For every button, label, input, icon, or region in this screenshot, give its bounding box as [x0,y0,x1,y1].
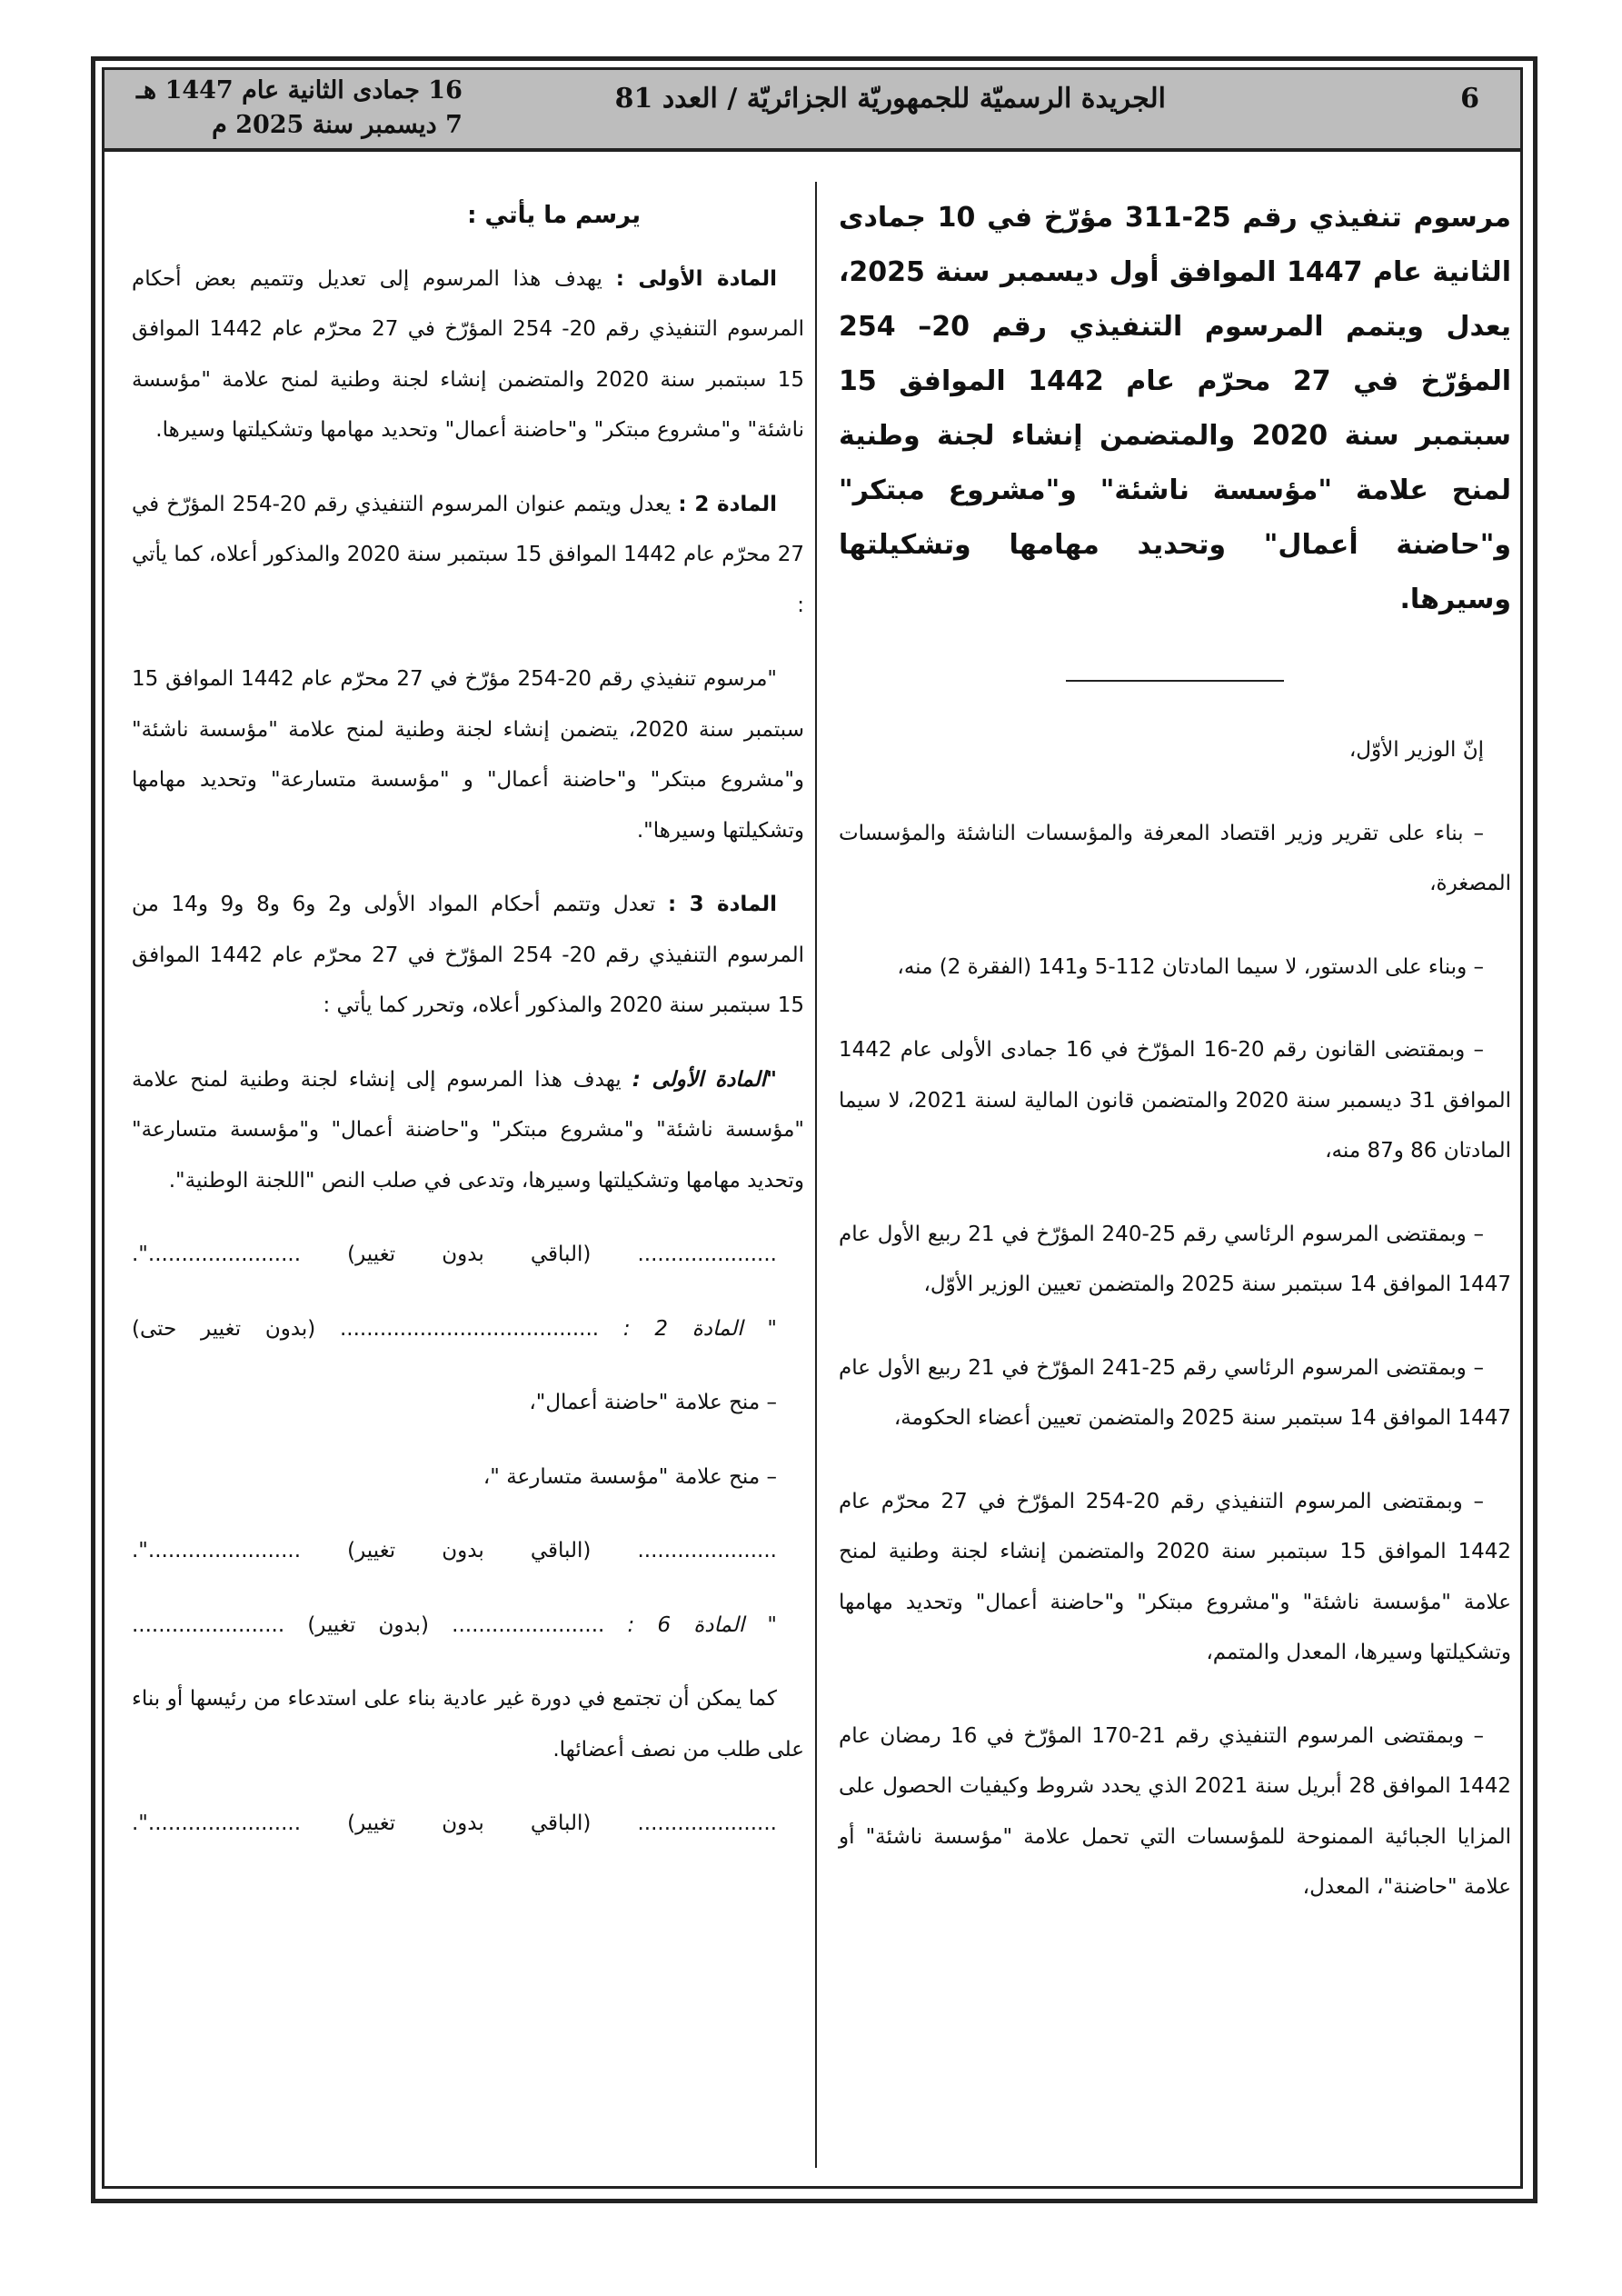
preamble-paragraph: – وبمقتضى المرسوم الرئاسي رقم 25-240 المؤرّخ في 21 ربيع الأول عام 1447 الموافق 14 سبتمبر سنة 2025 والمتضمن تعيين الوزير الأوّل، [839,1222,1511,1296]
decree-intro: إنّ الوزير الأوّل، [1348,738,1484,762]
article-1-lead: المادة الأولى : [615,266,777,291]
article-1 [132,255,804,456]
preamble-paragraph: – وبمقتضى المرسوم الرئاسي رقم 25-241 المؤرّخ في 21 ربيع الأول عام 1447 الموافق 14 سبتمبر سنة 2025 والمتضمن تعيين أعضاء الحكومة، [839,1355,1511,1430]
date-hijri: 16 جمادى الثانية عام 1447 هـ [136,76,463,105]
page-number: 6 [1460,83,1479,115]
new-article-2 [132,1304,804,1355]
title-separator [1066,680,1284,682]
preamble-paragraph: – وبمقتضى القانون رقم 20-16 المؤرّخ في 16 جمادى الأولى عام 1442 الموافق 31 ديسمبر سنة 2020 والمتضمن قانون المالية لسنة 2021، لا سيما المادتان 86 و87 منه، [839,1038,1511,1163]
article-3-text: تعدل وتتمم أحكام المواد الأولى و2 و6 و8 و9 و14 من المرسوم التنفيذي رقم 20- 254 المؤرّخ في 27 محرّم عام 1442 الموافق 15 سبتمبر سنة 2020 والمذكور أعلاه، وتحرر كما يأتي : [132,893,804,1017]
article-3 [132,880,804,1032]
rest-unchanged: ..................... (الباقي بدون تغيير) .......................". [132,1539,777,1562]
article-1-text: يهدف هذا المرسوم إلى تعديل وتتميم بعض أحكام المرسوم التنفيذي رقم 20- 254 المؤرّخ في 27 محرّم عام 1442 الموافق 15 سبتمبر سنة 2020 والمتضمن إنشاء لجنة وطنية لمنح علامة "مؤسسة ناشئة" و"مشروع مبتكر" و"حاضنة أعمال" وتحديد مهامها وتشكيلتها وسيرها. [132,266,804,442]
article-3-lead: المادة 3 : [668,893,777,916]
new-article-6-lead: " المادة 6 : [627,1612,778,1637]
gazette-header [104,70,1520,152]
new-article-2-lead: " المادة 2 : [622,1316,777,1341]
article-2-lead: المادة 2 : [678,492,777,516]
column-divider [815,182,817,2168]
enactment-heading: يرسم ما يأتي : [467,202,641,229]
new-article-1-lead: "المادة الأولى : [632,1067,777,1092]
decree-title: مرسوم تنفيذي رقم 25-311 مؤرّخ في 10 جمادى الثانية عام 1447 الموافق أول ديسمبر سنة 2025، يعدل ويتمم المرسوم التنفيذي رقم 20– 254 المؤرّخ في 27 محرّم عام 1442 الموافق 15 سبتمبر سنة 2020 والمتضمن إنشاء لجنة وطنية لمنح علامة "مؤسسة ناشئة" و"مشروع مبتكر" و"حاضنة أعمال" وتحديد مهامها وتشكيلتها وسيرها. [839,202,1511,615]
new-article-1 [132,1055,804,1207]
list-item-incubator: – منح علامة "حاضنة أعمال"، [529,1391,777,1414]
extraordinary-session-paragraph: كما يمكن أن تجتمع في دورة غير عادية بناء على استدعاء من رئيسها أو بناء على طلب من نصف أعضائها. [132,1687,804,1762]
preamble-paragraph: – وبمقتضى المرسوم التنفيذي رقم 21-170 المؤرّخ في 16 رمضان عام 1442 الموافق 28 أبريل سنة 2021 الذي يحدد شروط وكيفيات الحصول على المزايا الجبائية الممنوحة للمؤسسات التي تحمل علامة "مؤسسة ناشئة" أو علامة "حاضنة"، المعدل، [839,1723,1512,1899]
left-column [132,191,804,1873]
quoted-title: "مرسوم تنفيذي رقم 20-254 مؤرّخ في 27 محرّم عام 1442 الموافق 15 سبتمبر سنة 2020، يتضمن إنشاء لجنة وطنية لمنح علامة "مؤسسة ناشئة" و"مشروع مبتكر" و"حاضنة أعمال" و "مؤسسة متسارعة" وتحديد مهامها وتشكيلتها وسيرها". [132,667,804,843]
article-2-text: يعدل ويتمم عنوان المرسوم التنفيذي رقم 20-254 المؤرّخ في 27 محرّم عام 1442 الموافق 15 سبتمبر سنة 2020 والمذكور أعلاه، كما يأتي : [132,492,804,617]
preamble-paragraph: – بناء على تقرير وزير اقتصاد المعرفة والمؤسسات الناشئة والمؤسسات المصغرة، [839,821,1511,895]
preamble-paragraph: – وبمقتضى المرسوم التنفيذي رقم 20-254 المؤرّخ في 27 محرّم عام 1442 الموافق 15 سبتمبر سنة 2020 والمتضمن إنشاء لجنة وطنية لمنح علامة "مؤسسة ناشئة" و"مشروع مبتكر" و"حاضنة أعمال" وتحديد مهامها وتشكيلتها وسيرها، المعدل والمتمم، [839,1489,1511,1664]
list-item-accelerated: – منح علامة "مؤسسة متسارعة "، [483,1464,777,1489]
article-2 [132,480,804,632]
new-article-2-text: ....................................... (بدون تغيير حتى) [132,1316,623,1341]
date-gregorian: 7 ديسمبر سنة 2025 م [212,111,463,139]
rest-unchanged: ..................... (الباقي بدون تغيير) .......................". [132,1812,777,1835]
preamble-paragraph: – وبناء على الدستور، لا سيما المادتان 112-5 و141 (الفقرة 2) منه، [897,954,1484,979]
new-article-6 [132,1601,804,1652]
new-article-1-text: يهدف هذا المرسوم إلى إنشاء لجنة وطنية لمنح علامة "مؤسسة ناشئة" و"مشروع مبتكر" و"حاضنة أعمال" و"مؤسسة متسارعة" وتحديد مهامها وتشكيلتها وسيرها، وتدعى في صلب النص "اللجنة الوطنية". [132,1067,804,1193]
issue-date [136,74,463,143]
right-column [839,191,1511,1937]
new-article-6-text: ....................... (بدون تغيير) ....................... [132,1612,628,1637]
gazette-title: الجريدة الرسميّة للجمهوريّة الجزائريّة / العدد 81 [614,83,1166,115]
rest-unchanged: ..................... (الباقي بدون تغيير) .......................". [132,1243,777,1266]
